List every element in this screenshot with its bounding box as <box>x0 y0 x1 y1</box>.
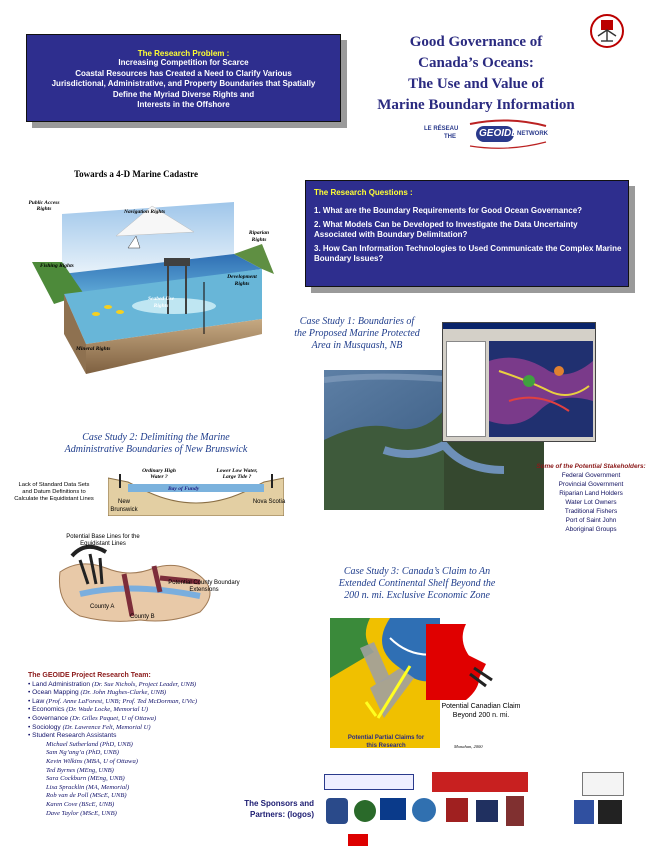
sponsors-label: The Sponsors and Partners: (logos) <box>244 799 314 819</box>
canada-flag-logo <box>348 834 368 846</box>
stakeholder-item: Water Lot Owners <box>565 499 617 506</box>
team-member: • Economics (Dr. Wade Locke, Memorial U) <box>28 706 149 714</box>
label-navigation: Navigation Rights <box>124 209 166 215</box>
problem-line: Interests in the Offshore <box>137 100 230 109</box>
standard-data-note: Lack of Standard Data Sets and Datum Definitions to Calculate the Equidistant Lines <box>14 482 94 502</box>
geoide-bottom-text: THE <box>444 134 456 140</box>
assistants-label: Student Research Assistants <box>32 732 117 740</box>
problem-line: Coastal Resources has Created a Need to Clarify Various <box>75 68 292 78</box>
sponsor-logos <box>320 770 630 854</box>
research-team <box>28 672 298 818</box>
label-base-lines: Potential Base Lines for the Equidistant Lines <box>66 534 140 548</box>
case3-line: Extended Continental Shelf Beyond the <box>338 578 496 589</box>
team-member: • Land Administration (Dr. Sue Nichols, Project Leader, UNB) <box>28 680 197 688</box>
member-role: Sociology <box>32 723 61 731</box>
label-partial-claims: Potential Partial Claims for this Research <box>347 735 425 749</box>
label-mineral: Mineral Rights <box>76 346 111 352</box>
question-item: 2. What Models Can be Developed to Investigate the Data Uncertainty Associated with Boundary Delimitation? <box>314 220 578 239</box>
stakeholders-list <box>536 462 646 534</box>
case1-line: Area in Musquash, NB <box>311 340 403 351</box>
question-item: 1. What are the Boundary Requirements for Good Ocean Governance? <box>314 206 583 215</box>
case3-line: Case Study 3: Canada’s Claim to An <box>343 566 491 577</box>
member-role: Governance <box>32 714 69 722</box>
geoide-sponsor-logo <box>324 774 414 790</box>
title-line: Canada’s Oceans: <box>418 55 534 71</box>
stakeholder-item: Traditional Fishers <box>564 508 618 515</box>
member-role: Law <box>32 697 45 705</box>
map-credit: Monahan, 2000 <box>454 744 483 749</box>
problem-line: Increasing Competition for Scarce <box>118 58 249 67</box>
fundy-logo <box>574 800 594 824</box>
canadian-forces-crest-logo <box>326 798 348 824</box>
problem-line: Define the Myriad Diverse Rights and <box>112 89 255 99</box>
assistant-item: Michael Sutherland (PhD, UNB) <box>46 740 133 748</box>
victoria-logo <box>476 800 498 822</box>
assistant-item: Sara Cockburn (MEng, UNB) <box>46 775 125 783</box>
title-line: Good Governance of <box>409 34 543 50</box>
question-item: 3. How Can Information Technologies to Used Communicate the Complex Marine Boundary Issues? <box>314 244 622 263</box>
case-study-1-title <box>278 316 436 352</box>
research-questions-box <box>305 180 629 287</box>
member-role: Ocean Mapping <box>32 689 79 697</box>
team-member: • Law (Prof. Anne LaForest, UNB; Prof. Ted McDorman, UVic) <box>28 697 198 705</box>
cadastre-title: Towards a 4-D Marine Cadastre <box>74 169 198 179</box>
team-member: • Sociology (Dr. Lawrence Felt, Memorial U) <box>28 723 151 731</box>
assistant-item: Sam Ng’ang’a (PhD, UNB) <box>46 749 119 757</box>
label-riparian: Riparian Rights <box>248 230 270 243</box>
member-name: (Prof. Anne LaForest, UNB; Prof. Ted McDorman, UVic) <box>46 697 198 705</box>
memorial-crest-logo <box>506 796 524 826</box>
assistant-item: Karen Cove (BScE, UNB) <box>46 800 115 808</box>
label-ordinary-high-water: Ordinary High Water ? <box>142 468 176 480</box>
member-name: (Dr. Lawrence Felt, Memorial U) <box>62 723 151 731</box>
label-nova-scotia: Nova Scotia <box>252 499 286 505</box>
assistant-item: Ted Byrnes (MEng, UNB) <box>46 766 114 774</box>
research-questions-title: The Research Questions : <box>314 188 413 197</box>
layer-list <box>446 341 486 437</box>
assistants-title: • Student Research Assistants <box>28 732 117 740</box>
stakeholder-item: Aboriginal Groups <box>565 526 617 533</box>
label-new-brunswick: New Brunswick <box>110 499 138 513</box>
label-county-extensions: Potential County Boundary Extensions <box>168 580 240 594</box>
assistant-item: Rob van de Poll (MScE, UNB) <box>46 792 127 800</box>
stakeholder-item: Provincial Government <box>558 481 624 488</box>
research-problem-box <box>26 34 341 122</box>
label-development: Development Rights <box>227 274 257 287</box>
label-fishing: Fishing Rights <box>40 263 74 269</box>
team-member: • Governance (Dr. Gilles Paquet, U of Ottawa) <box>28 714 157 722</box>
member-name: (Dr. John Hughes-Clarke, UNB) <box>80 689 167 697</box>
case2-line: Administrative Boundaries of New Brunswick <box>64 444 248 455</box>
label-public-access: Public Access Rights <box>28 200 60 212</box>
assistant-item: Dave Taylor (MScE, UNB) <box>46 809 117 817</box>
title-line: The Use and Value of <box>408 76 544 92</box>
label-county-a: County A <box>90 604 115 610</box>
service-nb-logo <box>432 772 528 792</box>
geoide-network-text: NETWORK <box>517 131 548 137</box>
unb-crest-logo <box>446 798 468 822</box>
team-member: • Ocean Mapping (Dr. John Hughes-Clarke, UNB) <box>28 689 167 697</box>
window-titlebar <box>443 323 595 329</box>
team-title: The GEOIDE Project Research Team: <box>28 672 151 679</box>
caris-logo <box>582 772 624 796</box>
case-study-2-title <box>36 432 276 456</box>
research-problem-title: The Research Problem : <box>137 49 230 58</box>
stakeholder-item: Federal Government <box>561 472 621 479</box>
case2-line: Case Study 2: Delimiting the Marine <box>82 432 230 443</box>
ottawa-logo <box>598 800 622 824</box>
problem-line: Jurisdictional, Administrative, and Property Boundaries that Spatially <box>51 79 316 88</box>
canadian-claim-map <box>426 624 516 700</box>
memorial-logo <box>526 796 578 814</box>
stakeholders-title: Some of the Potential Stakeholders: <box>536 463 646 470</box>
member-name: (Dr. Wade Locke, Memorial U) <box>66 706 149 714</box>
member-name: (Dr. Gilles Paquet, U of Ottawa) <box>69 714 157 722</box>
case1-line: Case Study 1: Boundaries of <box>299 316 415 327</box>
label-seabed: Seabed Use Rights <box>147 296 175 309</box>
member-role: Land Administration <box>32 680 91 688</box>
label-canadian-claim: Potential Canadian Claim Beyond 200 n. mi. <box>441 703 521 719</box>
geoide-logo <box>418 118 564 150</box>
gis-software-screenshot <box>442 322 596 442</box>
member-name: (Dr. Sue Nichols, Project Leader, UNB) <box>91 680 197 688</box>
assistant-item: Lisa Spracklin (MA, Memorial) <box>46 783 130 791</box>
continental-shelf-map <box>330 618 440 748</box>
emblem-logo <box>590 14 624 48</box>
case1-line: the Proposed Marine Protected <box>294 328 420 339</box>
poster-title <box>362 32 590 116</box>
assistant-item: Kevin Wilkins (MBA, U of Ottawa) <box>46 757 138 765</box>
geoide-name: GEOIDE <box>479 128 518 139</box>
gis-map-view <box>489 341 593 437</box>
stakeholder-item: Port of Saint John <box>565 517 617 524</box>
label-county-b: County B <box>130 614 155 620</box>
fisheries-oceans-logo <box>412 798 436 822</box>
stakeholder-item: Riparian Land Holders <box>559 490 623 497</box>
case3-line: 200 n. mi. Exclusive Economic Zone <box>344 590 490 601</box>
label-lower-low-water: Lower Low Water, Large Tide ? <box>216 468 258 480</box>
title-line: Marine Boundary Information <box>377 97 575 113</box>
case-study-3-title <box>324 566 510 602</box>
crest-logo <box>354 800 376 822</box>
property-studies-logo <box>380 798 406 820</box>
label-bay-of-fundy: Bay of Fundy <box>168 486 200 492</box>
member-role: Economics <box>32 706 65 714</box>
geoide-top-text: LE RÉSEAU <box>424 126 459 132</box>
